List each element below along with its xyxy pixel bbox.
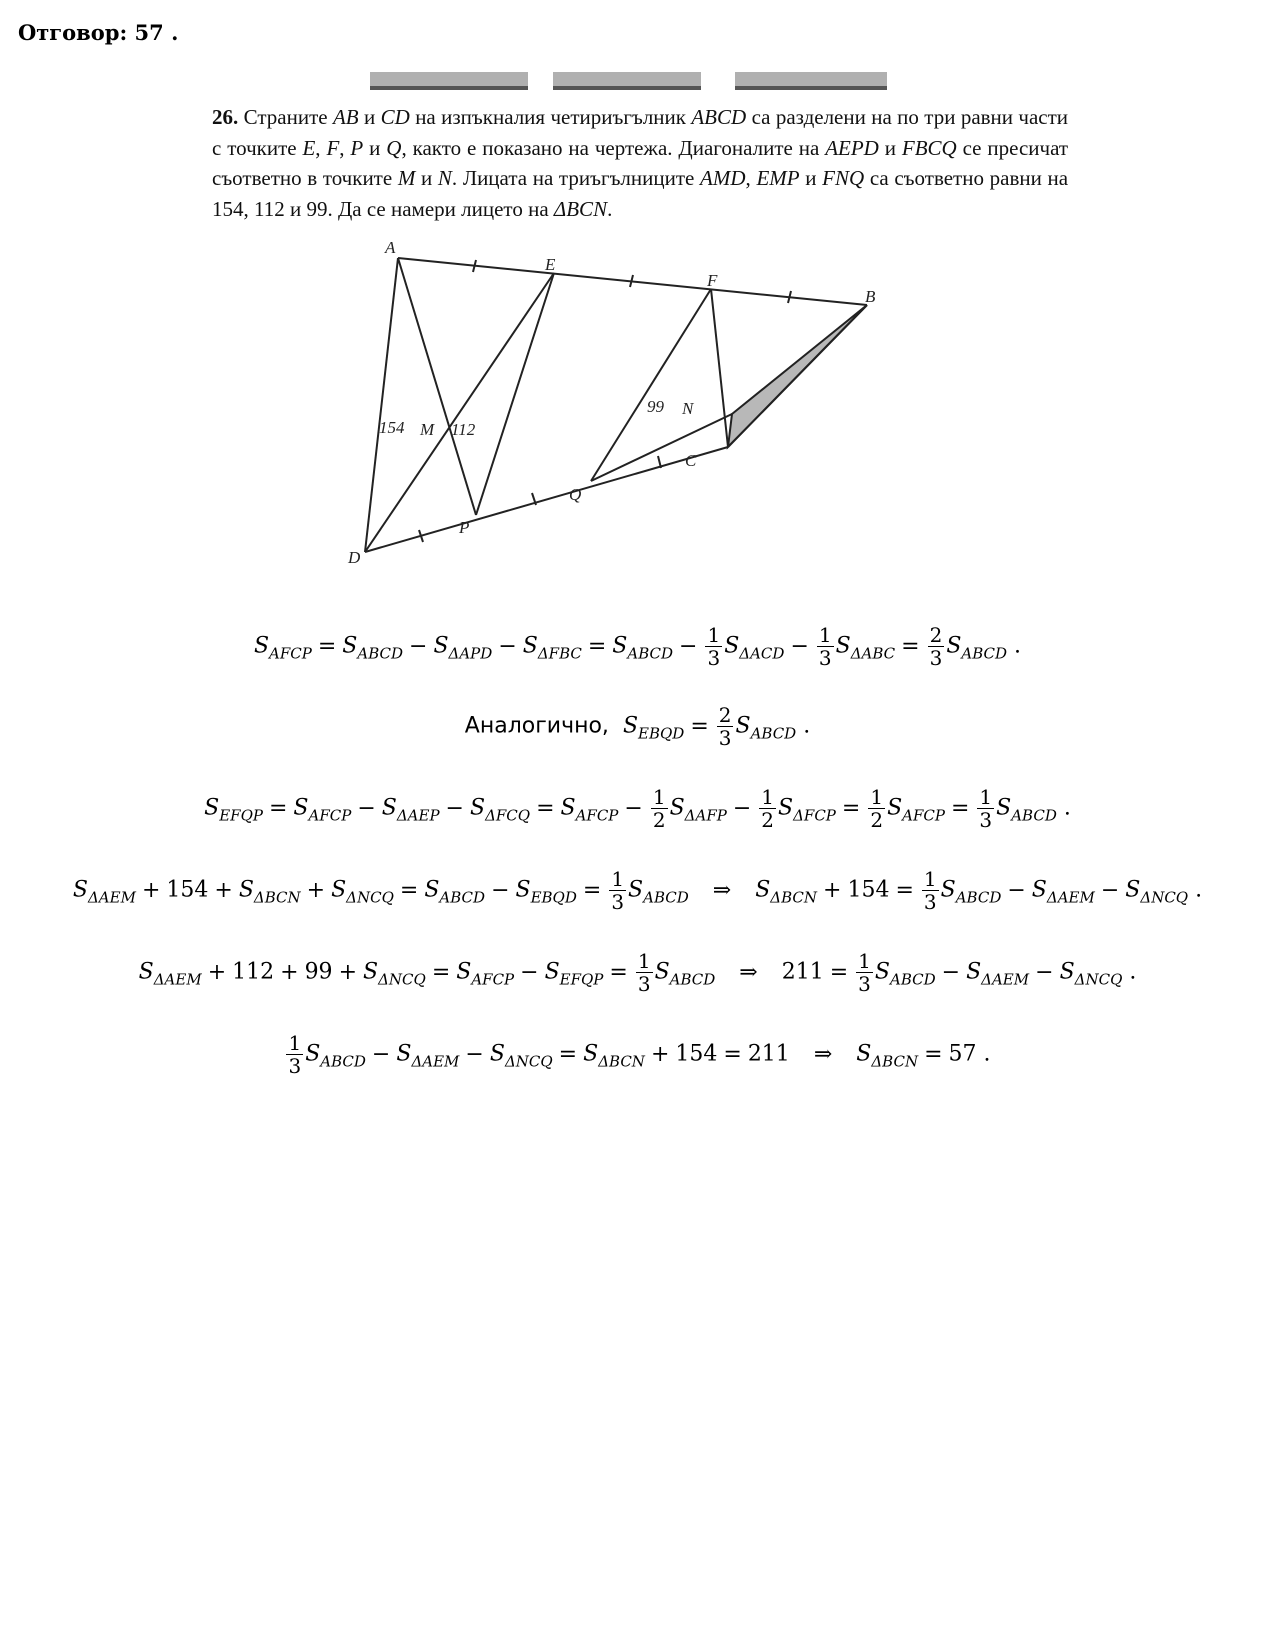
- problem-text: са съответно равни на 154, 112 и 99. Да се намери лицето на: [212, 166, 1069, 221]
- math-emp: EMP: [756, 166, 800, 190]
- math-abcd: ABCD: [691, 105, 747, 129]
- answer-line: [18, 20, 178, 45]
- math-q: Q: [386, 135, 402, 160]
- fraction: $\frac{1}{2}$: [761, 785, 774, 832]
- fraction: $\frac{1}{3}$: [611, 867, 625, 914]
- fraction: $\frac{1}{3}$: [979, 785, 993, 832]
- math-fbcq: FBCQ: [901, 135, 957, 160]
- problem-text: и: [805, 166, 817, 190]
- fraction: $\frac{1}{3}$: [707, 623, 721, 670]
- fraction: $\frac{1}{3}$: [288, 1031, 302, 1078]
- answer-end: .: [171, 20, 179, 45]
- equation-5: $S_{\Delta AEM} + 112 + 99 + S_{\Delta NCQ} = S_{AFCP} - S_{EFQP}$ = $\frac{1}{3}$ $S_{ABCD}$ ⇒ 211 = $\frac{1}{3}$ $S_{ABCD} - S_{\Delta AEM} - S_{\Delta NCQ}$ .: [138, 949, 1137, 996]
- math-aepd: AEPD: [825, 135, 879, 160]
- answer-label: Отговор:: [18, 20, 128, 45]
- math-ab: AB: [332, 105, 359, 129]
- label-a: A: [385, 238, 396, 257]
- label-m: M: [420, 420, 435, 439]
- problem-number: 26.: [212, 105, 239, 129]
- problem-text: са разделени на по три равни части с точките: [212, 105, 1069, 160]
- problem-text: и: [369, 135, 381, 160]
- problem-text: Страните: [243, 105, 328, 129]
- problem-text: . Лицата на триъгълниците: [451, 166, 695, 190]
- equation-3: $S_{EFQP} = S_{AFCP} - S_{\Delta AEP} - S_{\Delta FCQ} = S_{AFCP}$ − $\frac{1}{2}$ $S_{\Delta AFP}$ − $\frac{1}{2}$ $S_{\Delta FCP}$ = $\frac{1}{2}$ $S_{AFCP}$ = $\frac{1}{3}$ $S_{ABCD}$ .: [204, 785, 1071, 832]
- area-fnq: 99: [647, 397, 664, 416]
- label-f: F: [707, 271, 718, 290]
- segment-ep: [476, 273, 554, 515]
- geometry-figure: [348, 238, 935, 595]
- fraction: $\frac{1}{3}$: [818, 623, 832, 670]
- fraction: $\frac{2}{3}$: [929, 623, 943, 670]
- fraction: $\frac{1}{2}$: [870, 785, 884, 832]
- math-amd: AMD: [700, 166, 746, 190]
- equation-6: $\frac{1}{3}$ $S_{ABCD} - S_{\Delta AEM} - S_{\Delta NCQ} = S_{\Delta BCN} + 154 = 211$ ⇒ $S_{\Delta BCN} = 57$ .: [288, 1031, 991, 1078]
- problem-text: .: [607, 196, 613, 221]
- side-bc: [728, 305, 867, 447]
- math-fnq: FNQ: [822, 166, 865, 190]
- equation-1: $S_{AFCP} = S_{ABCD} - S_{\Delta APD} - S_{\Delta FBC} = S_{ABCD}$ − $\frac{1}{3}$ $S_{\Delta ACD}$ − $\frac{1}{3}$ $S_{\Delta ABC}$ = $\frac{2}{3}$ $S_{ABCD}$ .: [253, 623, 1022, 670]
- fraction: $\frac{1}{3}$: [637, 949, 651, 996]
- problem-text: се пресичат съответно в точките: [212, 135, 1069, 190]
- label-d: D: [348, 548, 361, 567]
- scan-fragment-3: [735, 72, 887, 90]
- segment-ap: [398, 258, 476, 515]
- side-da: [365, 258, 398, 552]
- math-bcn: ΔBCN: [553, 196, 608, 221]
- math-p: P: [350, 135, 364, 160]
- math-f: F: [326, 135, 340, 160]
- area-emp: 112: [451, 420, 476, 439]
- equation-4: $S_{\Delta AEM} + 154 + S_{\Delta BCN} + S_{\Delta NCQ} = S_{ABCD} - S_{EBQD}$ = $\frac{1}{3}$ $S_{ABCD}$ ⇒ $S_{\Delta BCN} + 154$ = $\frac{1}{3}$ $S_{ABCD} - S_{\Delta AEM} - S_{\Delta NCQ}$ .: [72, 867, 1203, 914]
- math-cd: CD: [380, 105, 410, 129]
- problem-statement: 26. Страните AB и CD на изпъкналия четириъгълник ABCD са разделени на по три равни части с точките E, F, P и Q, както е показано на чертежа. Диагоналите на AEPD и FBCQ се пресичат съответно в точките M и N. Лицата на триъгълниците AMD, EMP и FNQ са съответно равни на 154, 112 и 99. Да се намери лицето на ΔBCN.: [212, 105, 1069, 221]
- fraction: $\frac{1}{3}$: [858, 949, 871, 996]
- label-e: E: [545, 255, 556, 274]
- problem-text: на изпъкналия четириъгълник: [415, 105, 686, 129]
- math-n: N: [437, 166, 452, 190]
- math-m: M: [397, 166, 416, 190]
- equation-2: Аналогично, $S_{EBQD}$ = $\frac{2}{3}$ $S_{ABCD}$ .: [464, 703, 811, 750]
- problem-text: и: [884, 135, 896, 160]
- area-amd: 154: [379, 418, 405, 437]
- side-ab: [398, 258, 867, 305]
- fraction: $\frac{2}{3}$: [718, 703, 732, 750]
- math-e: E: [302, 135, 316, 160]
- label-n: N: [682, 399, 694, 418]
- label-c: C: [685, 451, 697, 470]
- problem-text: и: [364, 105, 376, 129]
- problem-text: и: [421, 166, 433, 190]
- label-b: B: [865, 287, 876, 306]
- segment-ed: [365, 273, 554, 552]
- fraction: $\frac{1}{3}$: [923, 867, 937, 914]
- analog-text: Аналогично,: [464, 713, 609, 739]
- scan-fragment-2: [553, 72, 701, 90]
- scan-fragment-1: [370, 72, 528, 90]
- answer-value: 57: [134, 20, 164, 45]
- label-p: P: [459, 518, 470, 537]
- side-cd: [365, 447, 728, 552]
- fraction: $\frac{1}{2}$: [652, 785, 666, 832]
- problem-text: , както е показано на чертежа. Диагоналите на: [401, 135, 820, 160]
- label-q: Q: [569, 485, 582, 504]
